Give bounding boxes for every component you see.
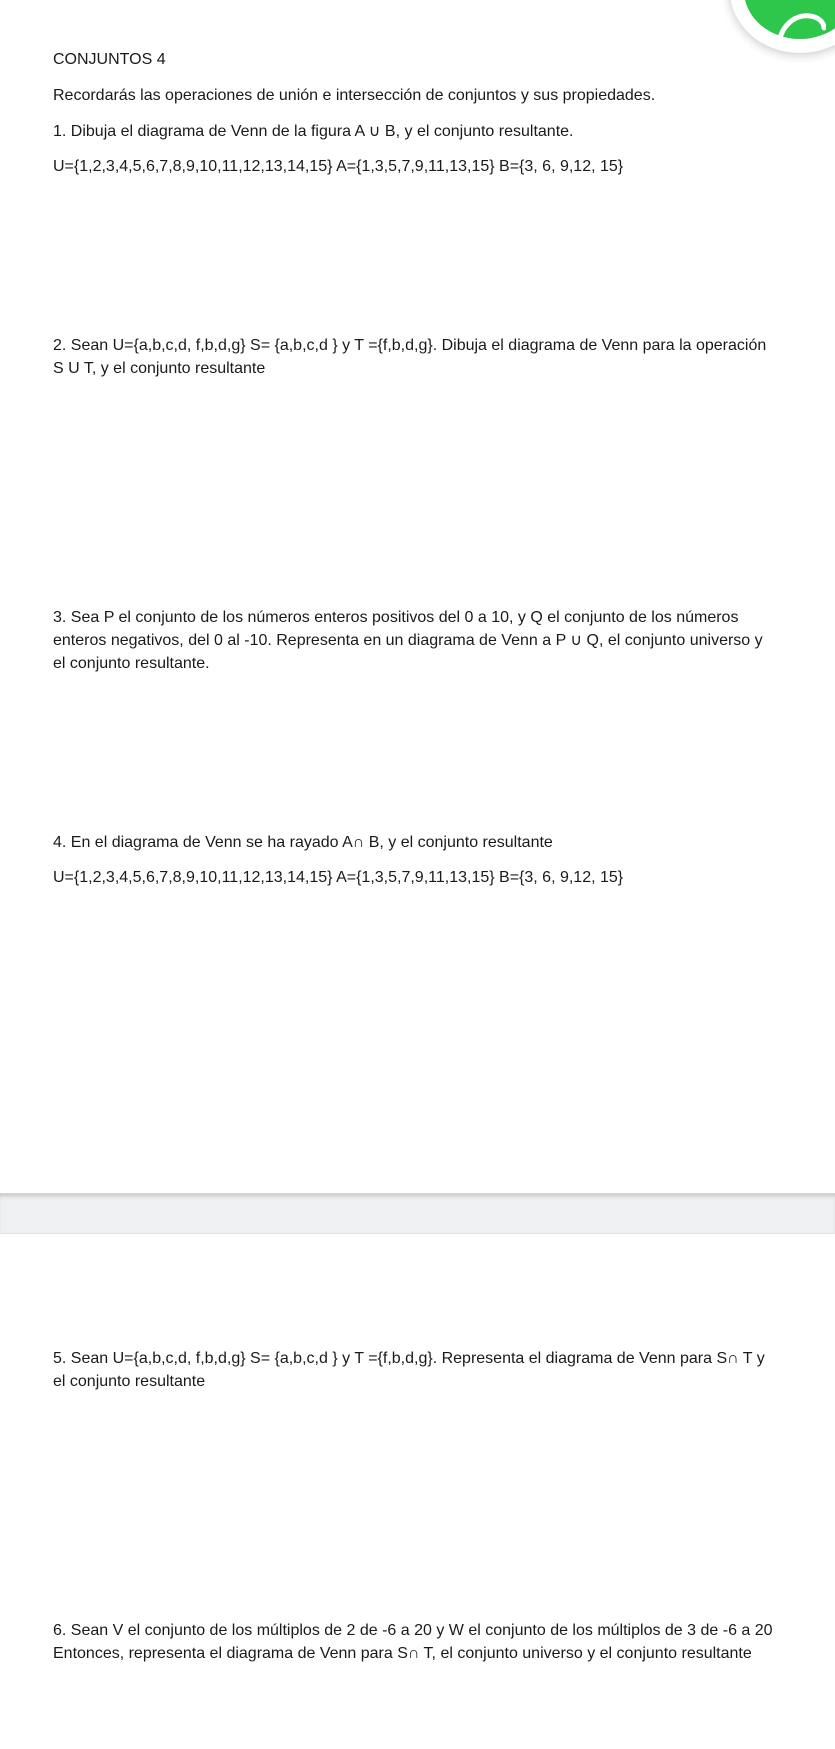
whatsapp-icon-background [744,0,835,39]
whatsapp-icon [774,2,826,42]
intro-text: Recordarás las operaciones de unión e intersección de conjuntos y sus propiedades. [53,87,656,104]
document-page-2 [0,1234,835,1749]
exercise-1-text: 1. Dibuja el diagrama de Venn de la figura A ∪ B, y el conjunto resultante. [53,123,574,140]
document-title: CONJUNTOS 4 [53,51,166,68]
exercise-4-text: 4. En el diagrama de Venn se ha rayado A∩ B, y el conjunto resultante [53,834,553,851]
page-separator [0,1193,835,1234]
exercise-1-sets: U={1,2,3,4,5,6,7,8,9,10,11,12,13,14,15} A={1,3,5,7,9,11,13,15} B={3, 6, 9,12, 15} [53,158,624,175]
exercise-4-sets: U={1,2,3,4,5,6,7,8,9,10,11,12,13,14,15} A={1,3,5,7,9,11,13,15} B={3, 6, 9,12, 15} [53,869,624,886]
exercise-3-text: 3. Sea P el conjunto de los números enteros positivos del 0 a 10, y Q el conjunto de los números enteros negativos, del 0 al -10. Representa en un diagrama de Venn a P ∪ Q, el conjunto universo y el conjunto resultante. [53,609,763,672]
exercise-6-text: 6. Sean V el conjunto de los múltiplos de 2 de -6 a 20 y W el conjunto de los múltiplos de 3 de -6 a 20 Entonces, representa el diagrama de Venn para S∩ T, el conjunto universo y el conjunto resultante [53,1622,773,1662]
exercise-5-text: 5. Sean U={a,b,c,d, f,b,d,g} S= {a,b,c,d } y T ={f,b,d,g}. Representa el diagrama de Venn para S∩ T y el conjunto resultante [53,1350,765,1390]
exercise-2-text: 2. Sean U={a,b,c,d, f,b,d,g} S= {a,b,c,d } y T ={f,b,d,g}. Dibuja el diagrama de Venn para la operación S U T, y el conjunto resultante [53,337,767,377]
